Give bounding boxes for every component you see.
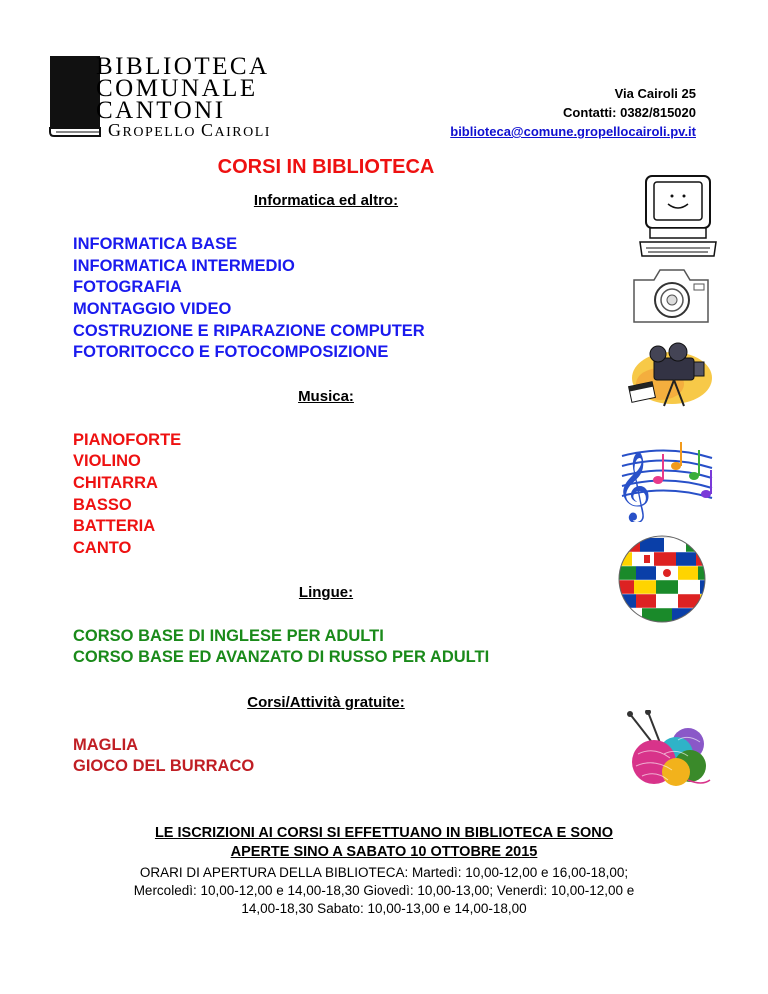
list-item: CHITARRA	[73, 474, 158, 492]
logo-line-2: COMUNALE	[96, 75, 258, 102]
library-logo	[48, 54, 288, 140]
list-item: GIOCO DEL BURRACO	[73, 757, 255, 775]
address: Via Cairoli 25	[614, 86, 696, 101]
logo-line-1: BIBLIOTECA	[96, 53, 270, 80]
list-item: CANTO	[73, 539, 132, 557]
logo-line-3: CANTONI	[96, 97, 226, 124]
section-title-informatica: Informatica ed altro:	[253, 192, 399, 209]
list-item: MONTAGGIO VIDEO	[73, 300, 232, 318]
email-link[interactable]: biblioteca@comune.gropellocairoli.pv.it	[450, 124, 696, 139]
list-item: VIOLINO	[73, 452, 141, 470]
logo-subtitle: GROPELLO CAIROLI	[108, 120, 271, 140]
list-item: CORSO BASE ED AVANZATO DI RUSSO PER ADULTI	[73, 648, 490, 666]
list-item: COSTRUZIONE E RIPARAZIONE COMPUTER	[73, 322, 425, 340]
section-title-musica: Musica:	[298, 388, 354, 405]
phone: Contatti: 0382/815020	[563, 105, 696, 120]
svg-text:𝄞: 𝄞	[616, 451, 652, 521]
list-item: BASSO	[73, 496, 132, 514]
hours-line-3: 14,00-18,30 Sabato: 10,00-13,00 e 14,00-18,00	[241, 901, 527, 916]
list-item: PIANOFORTE	[73, 431, 182, 449]
section-title-gratuite: Corsi/Attività gratuite:	[247, 694, 405, 711]
flags-globe-icon	[612, 534, 712, 624]
list-item: BATTERIA	[73, 517, 156, 535]
list-item: FOTORITOCCO E FOTOCOMPOSIZIONE	[73, 343, 389, 361]
camera-icon	[628, 262, 714, 330]
page-title: CORSI IN BIBLIOTECA	[217, 156, 435, 178]
notice-line-2: APERTE SINO A SABATO 10 OTTOBRE 2015	[230, 844, 538, 860]
hours-line-1: ORARI DI APERTURA DELLA BIBLIOTECA: Martedì: 10,00-12,00 e 16,00-18,00;	[139, 865, 629, 880]
list-item: INFORMATICA BASE	[73, 235, 238, 253]
yarn-balls-icon	[618, 710, 714, 790]
video-camera-icon	[624, 340, 716, 410]
list-item: MAGLIA	[73, 736, 139, 754]
list-item: CORSO BASE DI INGLESE PER ADULTI	[73, 627, 384, 645]
list-item: INFORMATICA INTERMEDIO	[73, 257, 295, 275]
list-item: FOTOGRAFIA	[73, 278, 182, 296]
section-title-lingue: Lingue:	[298, 584, 354, 601]
hours-line-2: Mercoledì: 10,00-12,00 e 14,00-18,30 Giovedì: 10,00-13,00; Venerdì: 10,00-12,00 e	[133, 883, 635, 898]
notice-line-1: LE ISCRIZIONI AI CORSI SI EFFETTUANO IN BIBLIOTECA E SONO	[154, 825, 614, 841]
music-notes-icon	[612, 436, 718, 522]
computer-icon	[636, 172, 720, 260]
